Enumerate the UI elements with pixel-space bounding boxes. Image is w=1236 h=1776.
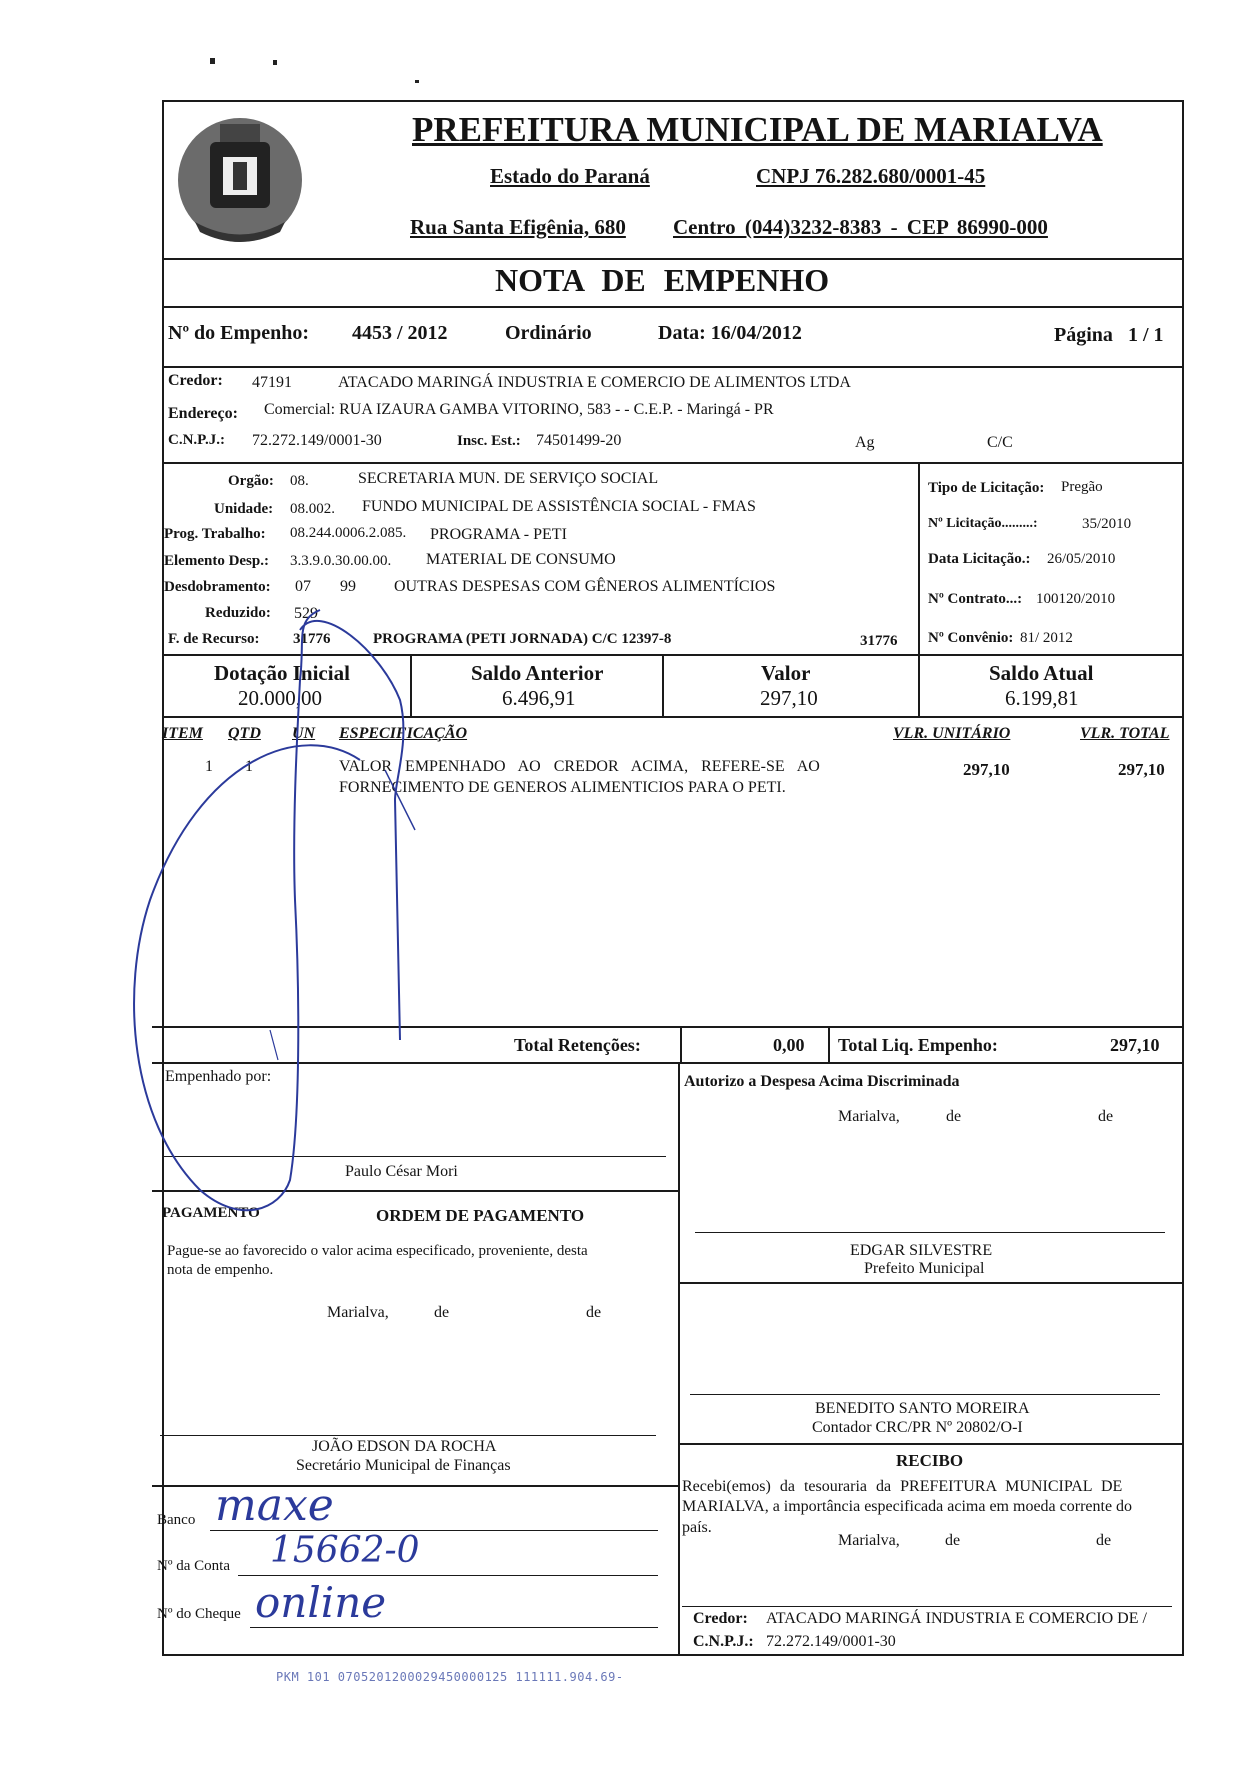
page-label: Página — [1054, 324, 1113, 346]
data-licitacao-label: Data Licitação.: — [928, 551, 1031, 567]
empenhado-name: Paulo César Mori — [345, 1163, 458, 1180]
empenho-date: Data: 16/04/2012 — [658, 322, 802, 344]
item-unit-value: 297,10 — [963, 760, 1010, 779]
recibo-credor-value: ATACADO MARINGÁ INDUSTRIA E COMERCIO DE / — [766, 1610, 1147, 1627]
desd-value: OUTRAS DESPESAS COM GÊNEROS ALIMENTÍCIOS — [394, 578, 776, 595]
address-value: Comercial: RUA IZAURA GAMBA VITORINO, 583 - - C.E.P. - Maringá - PR — [264, 401, 774, 418]
data-licitacao-value: 26/05/2010 — [1047, 551, 1116, 567]
secretary-title: Secretário Municipal de Finanças — [296, 1457, 511, 1474]
reduzido-label: Reduzido: — [205, 605, 271, 621]
col-item: ITEM — [162, 725, 203, 742]
valor-value: 297,10 — [760, 686, 818, 710]
banco-label: Banco — [157, 1512, 196, 1528]
footer-code: PKM 101 0705201200029450000125 111111.904.69- — [276, 1670, 624, 1684]
insc-label: Insc. Est.: — [457, 433, 521, 449]
retencoes-value: 0,00 — [773, 1035, 805, 1055]
col-qtd: QTD — [228, 725, 261, 742]
fonte-label: F. de Recurso: — [168, 631, 260, 647]
page-number: 1 / 1 — [1128, 324, 1164, 346]
contrato-value: 100120/2010 — [1036, 591, 1116, 607]
orgao-label: Orgão: — [228, 473, 274, 489]
convenio-value: 81/ 2012 — [1020, 630, 1073, 646]
unidade-label: Unidade: — [214, 501, 274, 517]
autorizo-de1: de — [946, 1108, 962, 1125]
recibo-text1: Recebi(emos) da tesouraria da PREFEITURA MUNICIPAL DE — [682, 1478, 1123, 1495]
pagamento-text2: nota de empenho. — [167, 1262, 274, 1278]
recibo-cnpj-value: 72.272.149/0001-30 — [766, 1633, 896, 1650]
item-qtd: 1 — [245, 758, 253, 775]
pagamento-de1: de — [434, 1304, 450, 1321]
recibo-city: Marialva, — [838, 1532, 900, 1549]
num-licitacao-value: 35/2010 — [1082, 516, 1132, 532]
header-cnpj: CNPJ 76.282.680/0001-45 — [756, 164, 986, 188]
col-un: UN — [292, 725, 316, 742]
item-desc-line2: FORNECIMENTO DE GENEROS ALIMENTICIOS PARA O PETI. — [339, 779, 786, 796]
cheque-label: Nº do Cheque — [157, 1606, 241, 1622]
elem-code: 3.3.9.0.30.00.00. — [290, 553, 392, 569]
empenho-number: 4453 / 2012 — [352, 322, 448, 344]
col-espec: ESPECIFICAÇÃO — [339, 725, 468, 742]
elem-value: MATERIAL DE CONSUMO — [426, 551, 616, 568]
fonte-right: 31776 — [860, 633, 898, 649]
desd-label: Desdobramento: — [164, 579, 271, 595]
dotacao-label: Dotação Inicial — [214, 661, 350, 685]
empenho-label: Nº do Empenho: — [168, 322, 310, 344]
header-title: PREFEITURA MUNICIPAL DE MARIALVA — [412, 110, 1103, 149]
header-district: Centro (044)3232-8383 - CEP 86990-000 — [673, 215, 1048, 239]
header-street: Rua Santa Efigênia, 680 — [410, 215, 626, 239]
convenio-label: Nº Convênio: — [928, 630, 1014, 646]
retencoes-label: Total Retenções: — [514, 1035, 641, 1055]
pagamento-text1: Pague-se ao favorecido o valor acima especificado, proveniente, desta — [167, 1243, 588, 1259]
fonte-value: PROGRAMA (PETI JORNADA) C/C 12397-8 — [373, 631, 672, 647]
desd-code1: 07 — [295, 578, 311, 595]
empenhado-label: Empenhado por: — [165, 1068, 272, 1085]
num-licitacao-label: Nº Licitação.........: — [928, 516, 1038, 531]
item-desc-line1: VALOR EMPENHADO AO CREDOR ACIMA, REFERE-SE AO — [339, 758, 820, 775]
prog-code: 08.244.0006.2.085. — [290, 525, 407, 541]
insc-value: 74501499-20 — [536, 432, 622, 449]
pagamento-de2: de — [586, 1304, 602, 1321]
orgao-value: SECRETARIA MUN. DE SERVIÇO SOCIAL — [358, 470, 659, 487]
fonte-code: 31776 — [293, 631, 331, 647]
cc-label: C/C — [987, 434, 1013, 451]
contador-title: Contador CRC/PR Nº 20802/O-I — [812, 1419, 1023, 1436]
address-label: Endereço: — [168, 405, 238, 422]
recibo-credor-label: Credor: — [693, 1610, 748, 1627]
mayor-title: Prefeito Municipal — [864, 1260, 985, 1277]
recibo-title: RECIBO — [896, 1451, 964, 1470]
doc-title: NOTA DE EMPENHO — [495, 262, 830, 298]
col-total: VLR. TOTAL — [1080, 725, 1170, 742]
recibo-text3: país. — [682, 1519, 712, 1536]
col-unit: VLR. UNITÁRIO — [893, 725, 1011, 742]
total-liq-label: Total Liq. Empenho: — [838, 1035, 998, 1055]
tipo-licitacao-value: Pregão — [1061, 479, 1103, 495]
ag-label: Ag — [855, 434, 875, 451]
empenho-type: Ordinário — [505, 322, 592, 344]
prog-label: Prog. Trabalho: — [164, 526, 266, 542]
prog-value: PROGRAMA - PETI — [430, 526, 567, 543]
desd-code2: 99 — [340, 578, 356, 595]
saldo-atual-value: 6.199,81 — [1005, 686, 1079, 710]
recibo-text2: MARIALVA, a importância especificada acima em moeda corrente do — [682, 1498, 1133, 1515]
cheque-handwritten: online — [255, 1578, 387, 1627]
item-total-value: 297,10 — [1118, 760, 1165, 779]
banco-handwritten: maxe — [215, 1480, 334, 1531]
pagamento-city: Marialva, — [327, 1304, 389, 1321]
conta-handwritten: 15662-0 — [270, 1530, 420, 1571]
recibo-de2: de — [1096, 1532, 1112, 1549]
dotacao-value: 20.000,00 — [238, 686, 322, 710]
header-state: Estado do Paraná — [490, 164, 650, 188]
autorizo-city: Marialva, — [838, 1108, 900, 1125]
unidade-code: 08.002. — [290, 501, 335, 517]
mayor-name: EDGAR SILVESTRE — [850, 1242, 993, 1259]
credor-name: ATACADO MARINGÁ INDUSTRIA E COMERCIO DE ALIMENTOS LTDA — [338, 374, 851, 391]
unidade-value: FUNDO MUNICIPAL DE ASSISTÊNCIA SOCIAL - FMAS — [362, 498, 756, 515]
recibo-de1: de — [945, 1532, 961, 1549]
orgao-code: 08. — [290, 473, 309, 489]
contador-name: BENEDITO SANTO MOREIRA — [815, 1400, 1030, 1417]
saldo-atual-label: Saldo Atual — [989, 661, 1094, 685]
conta-label: Nº da Conta — [157, 1558, 230, 1574]
total-liq-value: 297,10 — [1110, 1035, 1160, 1055]
recibo-cnpj-label: C.N.P.J.: — [693, 1633, 754, 1650]
ordem-pagamento-title: ORDEM DE PAGAMENTO — [376, 1206, 585, 1225]
saldo-anterior-value: 6.496,91 — [502, 686, 576, 710]
cnpj-value: 72.272.149/0001-30 — [252, 432, 382, 449]
valor-label: Valor — [761, 661, 811, 685]
autorizo-label: Autorizo a Despesa Acima Discriminada — [684, 1073, 960, 1090]
credor-code: 47191 — [252, 374, 292, 391]
tipo-licitacao-label: Tipo de Licitação: — [928, 480, 1045, 496]
elem-label: Elemento Desp.: — [164, 553, 269, 569]
reduzido-value: 529 — [294, 605, 318, 622]
autorizo-de2: de — [1098, 1108, 1114, 1125]
credor-label: Credor: — [168, 372, 223, 389]
item-number: 1 — [205, 758, 213, 775]
saldo-anterior-label: Saldo Anterior — [471, 661, 604, 685]
pagamento-label: PAGAMENTO — [162, 1205, 260, 1221]
secretary-name: JOÃO EDSON DA ROCHA — [312, 1438, 497, 1455]
contrato-label: Nº Contrato...: — [928, 591, 1023, 607]
cnpj-label: C.N.P.J.: — [168, 432, 225, 448]
